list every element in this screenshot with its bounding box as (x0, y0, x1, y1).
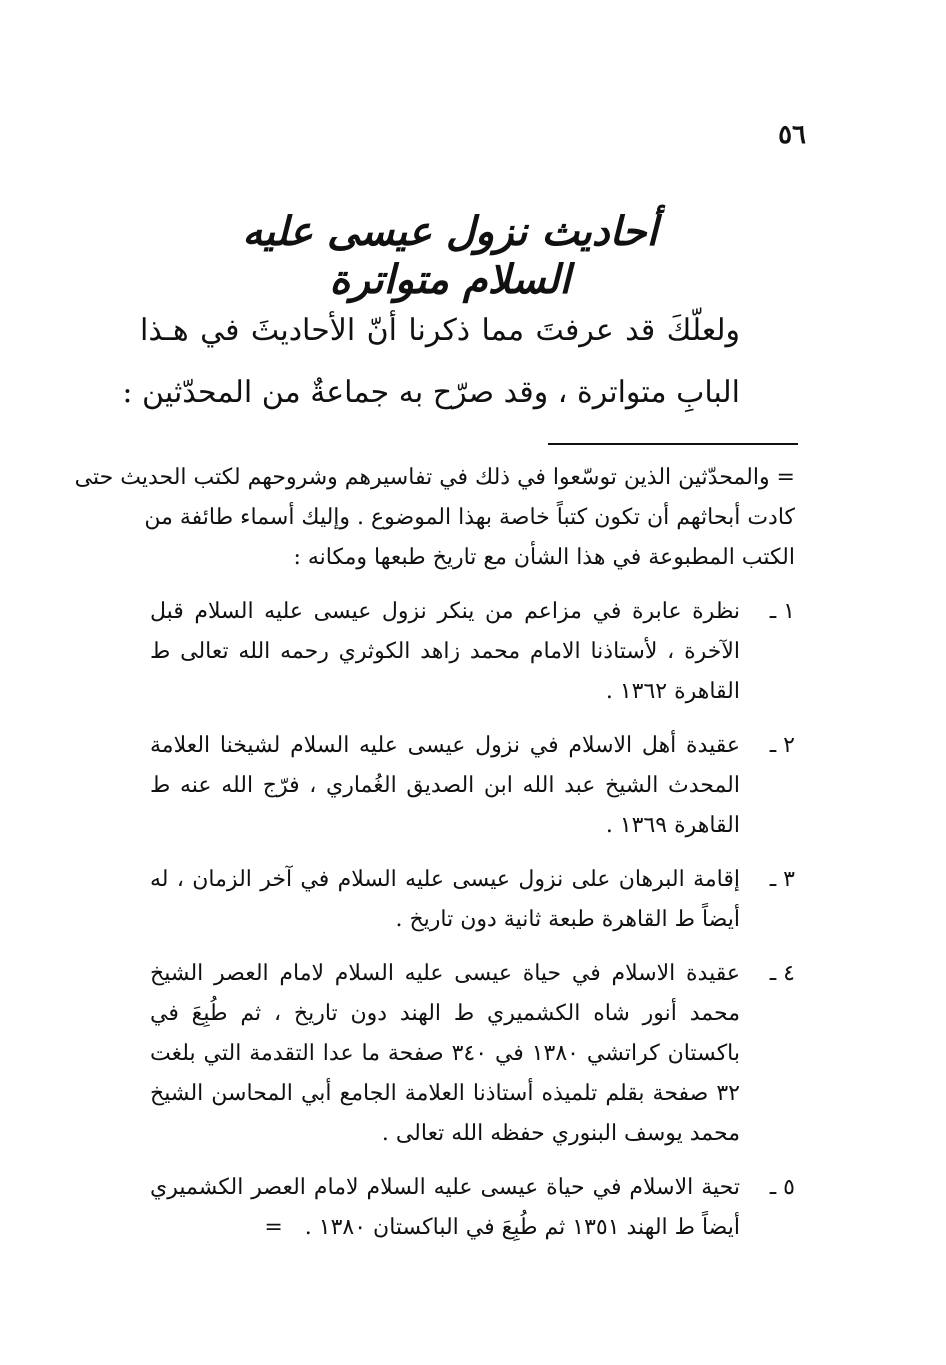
footnote-intro (74, 458, 795, 578)
reference-number: ٥ ـ (769, 1175, 795, 1200)
reference-number: ٤ ـ (769, 961, 795, 986)
footnote-section (74, 458, 795, 1262)
main-paragraph (122, 300, 740, 424)
reference-text-body: تحية الاسلام في حياة عيسى عليه السلام لامام العصر الكشميري أيضاً ط الهند ١٣٥١ ثم طُبِعَ في الباكستان ١٣٨٠ . (150, 1175, 740, 1240)
reference-text: نظرة عابرة في مزاعم من ينكر نزول عيسى عليه السلام قبل الآخرة ، لأستاذنا الامام محمد زاهد الكوثري رحمه الله تعالى ط القاهرة ١٣٦٢ . (150, 599, 740, 704)
reference-item (150, 954, 795, 1154)
page-number: ٥٦ (778, 120, 806, 150)
footnote-divider (548, 443, 798, 445)
reference-item (150, 860, 795, 940)
main-paragraph-line: البابِ متواترة ، وقد صرّح به جماعةٌ من المحدّثين : (122, 375, 740, 410)
main-paragraph-line: ولعلّكَ قد عرفتَ مما ذكرنا أنّ الأحاديثَ في هـذا (140, 313, 740, 348)
footnote-intro-line: الكتب المطبوعة في هذا الشأن مع تاريخ طبعها ومكانه : (293, 545, 795, 570)
reference-number: ٢ ـ (769, 733, 795, 758)
reference-list (150, 592, 795, 1248)
reference-text: إقامة البرهان على نزول عيسى عليه السلام في آخر الزمان ، له أيضاً ط القاهرة طبعة ثانية دون تاريخ . (150, 867, 740, 932)
page-title: أحاديث نزول عيسى عليه السلام متواترة (242, 208, 658, 303)
reference-text: عقيدة الاسلام في حياة عيسى عليه السلام لامام العصر الشيخ محمد أنور شاه الكشميري ط الهند دون تاريخ ، ثم طُبِعَ في باكستان كراتشي ١٣٨٠ في ٣٤٠ صفحة ما عدا التقدمة التي بلغت ٣٢ صفحة بقلم تلميذه أستاذنا العلامة الجامع أبي المحاسن الشيخ محمد يوسف البنوري حفظه الله تعالى . (150, 961, 740, 1146)
footnote-intro-line: كادت أبحاثهم أن تكون كتباً خاصة بهذا الموضوع . وإليك أسماء طائفة من (144, 505, 795, 530)
reference-text (150, 1168, 740, 1248)
footnote-intro-line: = والمحدّثين الذين توسّعوا في ذلك في تفاسيرهم وشروحهم لكتب الحديث حتى (74, 465, 795, 490)
reference-item (150, 726, 795, 846)
reference-number: ٣ ـ (769, 867, 795, 892)
reference-item (150, 1168, 795, 1248)
continuation-mark: = (264, 1215, 283, 1240)
reference-item (150, 592, 795, 712)
reference-number: ١ ـ (769, 599, 795, 624)
reference-text: عقيدة أهل الاسلام في نزول عيسى عليه السلام لشيخنا العلامة المحدث الشيخ عبد الله ابن الصديق الغُماري ، فرّج الله عنه ط القاهرة ١٣٦٩ . (150, 733, 740, 838)
